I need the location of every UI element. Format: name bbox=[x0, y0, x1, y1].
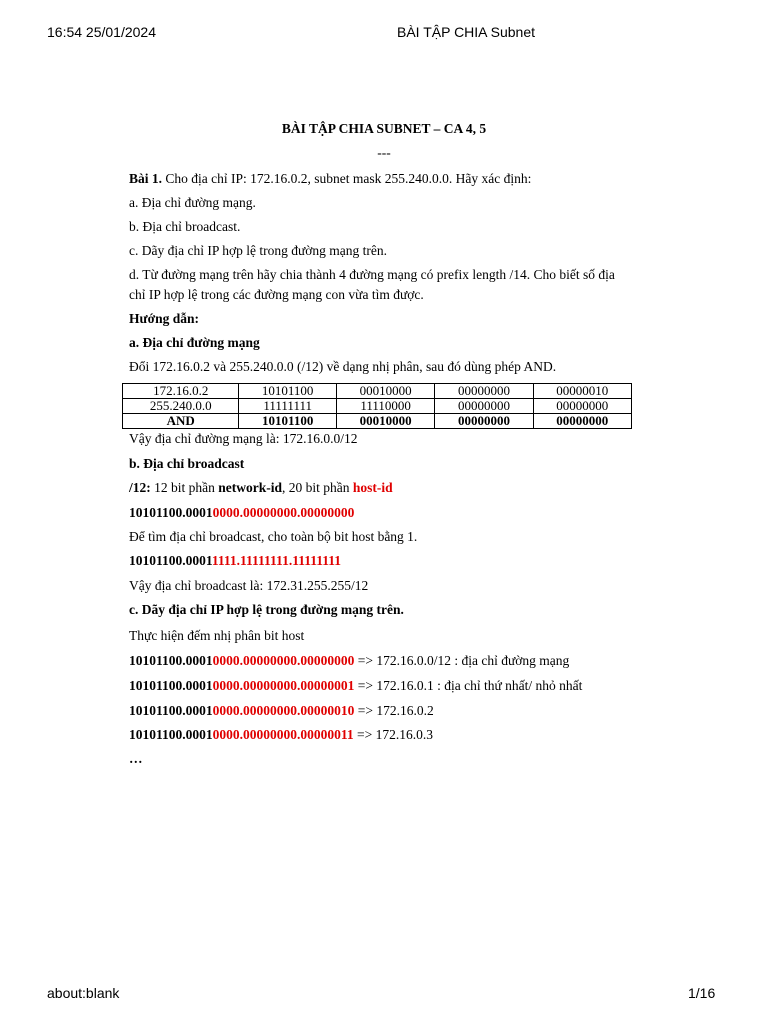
binary-network-bits: 10101100.0001 bbox=[129, 653, 213, 668]
binary-network-address bbox=[129, 505, 354, 521]
question-d-line1: d. Từ đường mạng trên hãy chia thành 4 đường mạng có prefix length /14. Cho biết số địa bbox=[129, 267, 615, 282]
exercise-text: Cho địa chỉ IP: 172.16.0.2, subnet mask 255.240.0.0. Hãy xác định: bbox=[162, 171, 532, 186]
table-cell: 00000000 bbox=[435, 414, 533, 429]
print-page-title: BÀI TẬP CHIA Subnet bbox=[397, 24, 536, 40]
binary-host-bits: 0000.00000000.00000011 bbox=[212, 727, 354, 742]
binary-host-bits: 0000.00000000.00000000 bbox=[212, 505, 355, 520]
count-result: => 172.16.0.3 bbox=[353, 727, 434, 742]
print-url: about:blank bbox=[47, 985, 120, 1001]
table-cell: 11111111 bbox=[239, 399, 336, 414]
question-a: a. Địa chỉ đường mạng. bbox=[129, 195, 256, 210]
table-row bbox=[123, 414, 632, 429]
and-operation-table bbox=[122, 383, 632, 429]
table-cell: 00000000 bbox=[533, 414, 631, 429]
question-c: c. Dãy địa chỉ IP hợp lệ trong đường mạng trên. bbox=[129, 243, 388, 258]
table-cell: 00000000 bbox=[435, 384, 533, 399]
table-cell: 00010000 bbox=[336, 414, 434, 429]
binary-host-bits: 0000.00000000.00000000 bbox=[212, 653, 355, 668]
section-c-text: Thực hiện đếm nhị phân bit host bbox=[129, 628, 305, 643]
table-cell: 10101100 bbox=[239, 414, 336, 429]
binary-network-bits: 10101100.0001 bbox=[129, 703, 213, 718]
table-cell: 255.240.0.0 bbox=[123, 399, 239, 414]
count-row bbox=[129, 727, 433, 743]
ellipsis: … bbox=[129, 751, 143, 766]
table-cell: 00000000 bbox=[533, 399, 631, 414]
section-c-heading: c. Dãy địa chỉ IP hợp lệ trong đường mạng trên. bbox=[129, 602, 404, 617]
count-row bbox=[129, 703, 434, 719]
network-id-label: network-id bbox=[218, 480, 282, 495]
print-page-number: 1/16 bbox=[688, 985, 716, 1001]
question-b: b. Địa chỉ broadcast. bbox=[129, 219, 241, 234]
table-cell: 00000000 bbox=[435, 399, 533, 414]
print-datetime: 16:54 25/01/2024 bbox=[47, 24, 156, 40]
section-a-heading: a. Địa chỉ đường mạng bbox=[129, 335, 260, 350]
binary-host-bits: 1111.11111111.11111111 bbox=[211, 553, 341, 568]
table-cell: AND bbox=[123, 414, 239, 429]
section-a-text: Đổi 172.16.0.2 và 255.240.0.0 (/12) về dạng nhị phân, sau đó dùng phép AND. bbox=[129, 359, 557, 374]
table-row bbox=[123, 384, 632, 399]
count-row bbox=[129, 653, 569, 669]
binary-network-bits: 10101100.0001 bbox=[129, 727, 213, 742]
binary-network-bits: 10101100.0001 bbox=[129, 678, 213, 693]
binary-broadcast-address bbox=[129, 553, 341, 569]
title-separator: --- bbox=[377, 145, 391, 160]
section-b-result: Vậy địa chỉ broadcast là: 172.31.255.255/12 bbox=[129, 578, 369, 593]
table-cell: 00000010 bbox=[533, 384, 631, 399]
prefix-label: /12: bbox=[129, 480, 151, 495]
binary-network-bits: 10101100.0001 bbox=[129, 505, 213, 520]
prefix-text: , 20 bit phần bbox=[282, 480, 353, 495]
prefix-text: 12 bit phần bbox=[150, 480, 219, 495]
section-a-result: Vậy địa chỉ đường mạng là: 172.16.0.0/12 bbox=[129, 431, 358, 446]
table-cell: 00010000 bbox=[336, 384, 434, 399]
host-id-label: host-id bbox=[352, 480, 393, 495]
exercise-label: Bài 1. bbox=[129, 171, 163, 186]
prefix-description bbox=[129, 480, 393, 496]
broadcast-instruction: Để tìm địa chỉ broadcast, cho toàn bộ bit host bằng 1. bbox=[129, 529, 418, 544]
table-row bbox=[123, 399, 632, 414]
binary-network-bits: 10101100.0001 bbox=[129, 553, 212, 568]
count-result: => 172.16.0.2 bbox=[354, 703, 434, 718]
count-result: => 172.16.0.0/12 : địa chỉ đường mạng bbox=[354, 653, 570, 668]
count-result: => 172.16.0.1 : địa chỉ thứ nhất/ nhỏ nhất bbox=[354, 678, 583, 693]
document-title: BÀI TẬP CHIA SUBNET – CA 4, 5 bbox=[281, 121, 487, 136]
guide-heading: Hướng dẫn: bbox=[129, 311, 199, 326]
count-row bbox=[129, 678, 582, 694]
table-cell: 10101100 bbox=[239, 384, 336, 399]
exercise-statement bbox=[129, 171, 531, 187]
table-cell: 11110000 bbox=[336, 399, 434, 414]
binary-host-bits: 0000.00000000.00000001 bbox=[212, 678, 355, 693]
binary-host-bits: 0000.00000000.00000010 bbox=[212, 703, 355, 718]
question-d-line2: chỉ IP hợp lệ trong các đường mạng con vừa tìm được. bbox=[129, 287, 424, 302]
table-cell: 172.16.0.2 bbox=[123, 384, 239, 399]
section-b-heading: b. Địa chỉ broadcast bbox=[129, 456, 245, 471]
